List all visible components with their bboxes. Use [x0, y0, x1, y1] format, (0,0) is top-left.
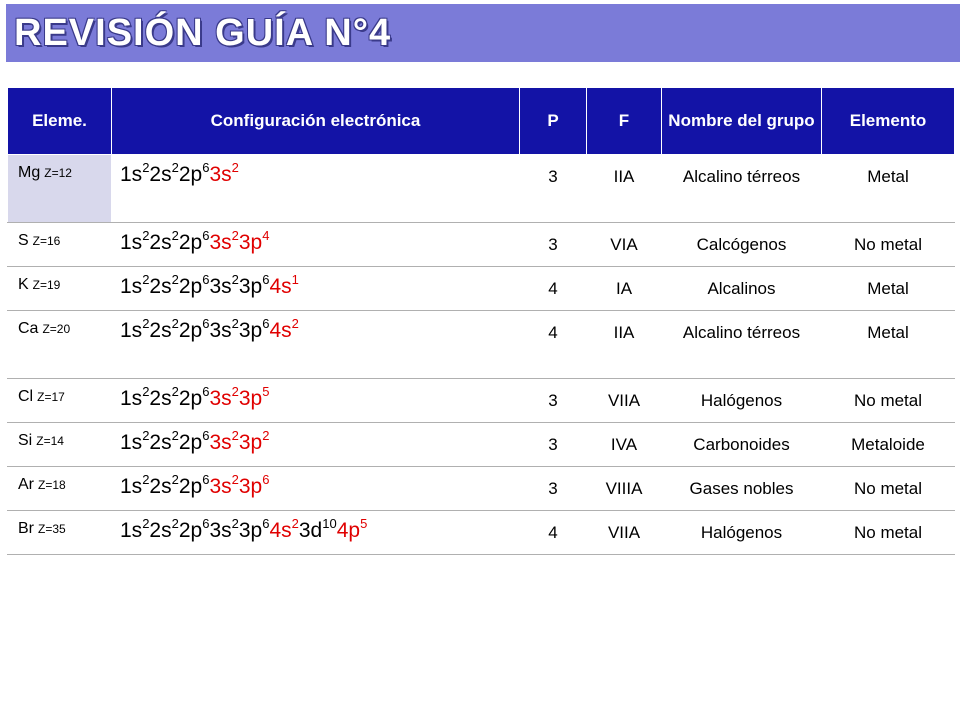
- orbital-label: 2s: [149, 163, 172, 186]
- electron-config-cell: [112, 379, 520, 423]
- orbital-label: 3s: [209, 275, 232, 298]
- orbital-label: 2p: [178, 163, 203, 186]
- orbital-term: [120, 272, 150, 298]
- orbital-electrons: 4: [262, 228, 270, 243]
- orbital-label: 1s: [120, 519, 143, 542]
- orbital-term: [178, 272, 210, 298]
- atomic-number: Z=20: [42, 322, 71, 336]
- electron-config-cell: [112, 267, 520, 311]
- orbital-electrons: 2: [142, 316, 150, 331]
- orbital-electrons: 2: [171, 160, 179, 175]
- family-cell: IIA: [587, 311, 662, 379]
- orbital-label: 3p: [238, 519, 263, 542]
- table-row: [8, 311, 955, 379]
- orbital-term: [149, 472, 179, 498]
- orbital-electrons: 2: [171, 516, 179, 531]
- orbital-electrons: 2: [142, 272, 150, 287]
- orbital-term: [209, 316, 239, 342]
- orbital-label: 4s: [269, 519, 292, 542]
- orbital-electrons: 6: [262, 316, 270, 331]
- orbital-term: [178, 316, 210, 342]
- group-name-cell: Alcalino térreos: [662, 155, 822, 223]
- element-kind-cell: No metal: [822, 379, 955, 423]
- period-cell: 3: [520, 223, 587, 267]
- atomic-number: Z=12: [44, 166, 72, 180]
- orbital-label: 3p: [238, 475, 263, 498]
- header-family: F: [587, 88, 662, 155]
- orbital-term: [120, 316, 150, 342]
- atomic-number: Z=16: [32, 234, 61, 248]
- element-symbol: Mg: [18, 164, 41, 181]
- element-symbol-cell: [8, 223, 112, 267]
- group-name-cell: Carbonoides: [662, 423, 822, 467]
- orbital-electrons: 2: [142, 384, 150, 399]
- electron-config-cell: [112, 155, 520, 223]
- orbital-label: 2p: [178, 431, 203, 454]
- orbital-electrons: 6: [202, 316, 210, 331]
- orbital-electrons: 2: [171, 228, 179, 243]
- orbital-label: 2p: [178, 387, 203, 410]
- orbital-label: 2s: [149, 431, 172, 454]
- family-cell: IA: [587, 267, 662, 311]
- orbital-term: [209, 272, 239, 298]
- orbital-label: 2p: [178, 275, 203, 298]
- atomic-number: Z=19: [32, 278, 61, 292]
- table-row: [8, 155, 955, 223]
- group-name-cell: Calcógenos: [662, 223, 822, 267]
- period-cell: 3: [520, 155, 587, 223]
- orbital-electrons: 6: [262, 272, 270, 287]
- orbital-electrons: 2: [231, 472, 239, 487]
- orbital-label: 3p: [238, 431, 263, 454]
- atomic-number: Z=17: [37, 390, 65, 404]
- orbital-term: [269, 272, 299, 298]
- orbital-electrons: 2: [231, 516, 239, 531]
- header-element-kind: Elemento: [822, 88, 955, 155]
- element-kind-cell: No metal: [822, 467, 955, 511]
- orbital-electrons: 2: [231, 228, 239, 243]
- family-cell: VIIA: [587, 511, 662, 555]
- orbital-term: [209, 160, 239, 186]
- orbital-term: [209, 516, 239, 542]
- period-cell: 3: [520, 379, 587, 423]
- orbital-label: 3s: [209, 163, 232, 186]
- table-row: [8, 223, 955, 267]
- family-cell: VIA: [587, 223, 662, 267]
- orbital-electrons: 2: [231, 316, 239, 331]
- table-row: [8, 267, 955, 311]
- orbital-label: 3d: [298, 519, 323, 542]
- orbital-term: [238, 272, 270, 298]
- element-symbol: S: [18, 232, 29, 249]
- orbital-label: 1s: [120, 319, 143, 342]
- orbital-term: [120, 516, 150, 542]
- element-kind-cell: Metaloide: [822, 423, 955, 467]
- atomic-number: Z=18: [38, 478, 66, 492]
- element-symbol: Ca: [18, 320, 39, 337]
- orbital-term: [149, 272, 179, 298]
- orbital-electrons: 2: [171, 316, 179, 331]
- orbital-term: [238, 472, 270, 498]
- orbital-label: 2s: [149, 231, 172, 254]
- period-cell: 4: [520, 267, 587, 311]
- element-symbol-cell: [8, 423, 112, 467]
- header-config: Configuración electrónica: [112, 88, 520, 155]
- orbital-term: [269, 516, 299, 542]
- element-kind-cell: Metal: [822, 267, 955, 311]
- orbital-label: 3p: [238, 231, 263, 254]
- element-symbol-cell: [8, 511, 112, 555]
- orbital-term: [238, 316, 270, 342]
- orbital-electrons: 5: [262, 384, 270, 399]
- orbital-label: 2s: [149, 519, 172, 542]
- orbital-label: 4s: [269, 319, 292, 342]
- orbital-term: [238, 228, 270, 254]
- electron-config-cell: [112, 311, 520, 379]
- orbital-term: [336, 516, 368, 542]
- orbital-label: 1s: [120, 231, 143, 254]
- family-cell: IIA: [587, 155, 662, 223]
- atomic-number: Z=14: [36, 434, 64, 448]
- orbital-label: 2s: [149, 319, 172, 342]
- header-element: Eleme.: [8, 88, 112, 155]
- orbital-electrons: 2: [231, 384, 239, 399]
- element-symbol: Br: [18, 520, 34, 537]
- orbital-electrons: 2: [171, 428, 179, 443]
- orbital-electrons: 6: [202, 160, 210, 175]
- orbital-label: 3s: [209, 387, 232, 410]
- table-header-row: [8, 88, 955, 155]
- orbital-term: [178, 516, 210, 542]
- orbital-electrons: 2: [142, 428, 150, 443]
- orbital-label: 3p: [238, 319, 263, 342]
- orbital-electrons: 6: [202, 516, 210, 531]
- orbital-label: 3p: [238, 275, 263, 298]
- orbital-term: [178, 428, 210, 454]
- orbital-electrons: 2: [231, 272, 239, 287]
- element-symbol: Ar: [18, 476, 34, 493]
- orbital-electrons: 1: [291, 272, 299, 287]
- table-row: [8, 467, 955, 511]
- orbital-electrons: 2: [262, 428, 270, 443]
- orbital-label: 3s: [209, 519, 232, 542]
- electron-config-cell: [112, 423, 520, 467]
- orbital-electrons: 10: [322, 516, 337, 531]
- element-symbol: Cl: [18, 388, 34, 405]
- orbital-label: 2p: [178, 475, 203, 498]
- orbital-electrons: 2: [291, 316, 299, 331]
- orbital-term: [120, 472, 150, 498]
- orbital-term: [209, 384, 239, 410]
- orbital-term: [209, 472, 239, 498]
- element-symbol: Si: [18, 432, 33, 449]
- element-kind-cell: No metal: [822, 223, 955, 267]
- orbital-label: 1s: [120, 275, 143, 298]
- orbital-electrons: 6: [202, 384, 210, 399]
- element-symbol-cell: [8, 267, 112, 311]
- page-title: REVISIÓN GUÍA N°4: [14, 12, 392, 54]
- orbital-label: 3s: [209, 319, 232, 342]
- table-row: [8, 379, 955, 423]
- period-cell: 4: [520, 311, 587, 379]
- element-symbol-cell: [8, 379, 112, 423]
- orbital-term: [120, 160, 150, 186]
- element-symbol-cell: [8, 467, 112, 511]
- orbital-electrons: 2: [142, 472, 150, 487]
- orbital-label: 2p: [178, 231, 203, 254]
- orbital-term: [298, 516, 337, 542]
- orbital-term: [209, 228, 239, 254]
- header-period: P: [520, 88, 587, 155]
- title-bar: [6, 4, 960, 62]
- orbital-term: [178, 160, 210, 186]
- period-cell: 3: [520, 423, 587, 467]
- orbital-electrons: 6: [202, 228, 210, 243]
- group-name-cell: Alcalino térreos: [662, 311, 822, 379]
- electron-config-cell: [112, 223, 520, 267]
- orbital-label: 3s: [209, 475, 232, 498]
- orbital-label: 2s: [149, 275, 172, 298]
- orbital-electrons: 6: [202, 428, 210, 443]
- orbital-term: [149, 428, 179, 454]
- orbital-label: 4p: [336, 519, 361, 542]
- orbital-label: 1s: [120, 387, 143, 410]
- orbital-electrons: 6: [262, 472, 270, 487]
- table-row: [8, 511, 955, 555]
- orbital-term: [149, 384, 179, 410]
- orbital-term: [238, 384, 270, 410]
- atomic-number: Z=35: [38, 522, 66, 536]
- orbital-label: 2p: [178, 519, 203, 542]
- electron-config-cell: [112, 511, 520, 555]
- orbital-label: 4s: [269, 275, 292, 298]
- period-cell: 3: [520, 467, 587, 511]
- orbital-electrons: 2: [291, 516, 299, 531]
- element-symbol-cell: [8, 311, 112, 379]
- orbital-label: 3s: [209, 231, 232, 254]
- orbital-label: 2s: [149, 475, 172, 498]
- orbital-electrons: 2: [142, 228, 150, 243]
- orbital-label: 1s: [120, 163, 143, 186]
- orbital-electrons: 2: [171, 272, 179, 287]
- group-name-cell: Halógenos: [662, 379, 822, 423]
- orbital-electrons: 2: [171, 384, 179, 399]
- electron-config-cell: [112, 467, 520, 511]
- orbital-label: 1s: [120, 475, 143, 498]
- family-cell: VIIIA: [587, 467, 662, 511]
- element-symbol: K: [18, 276, 29, 293]
- orbital-term: [269, 316, 299, 342]
- orbital-electrons: 2: [142, 160, 150, 175]
- orbital-term: [149, 228, 179, 254]
- orbital-term: [149, 516, 179, 542]
- orbital-label: 3s: [209, 431, 232, 454]
- family-cell: VIIA: [587, 379, 662, 423]
- group-name-cell: Gases nobles: [662, 467, 822, 511]
- orbital-term: [120, 228, 150, 254]
- header-group-name: Nombre del grupo: [662, 88, 822, 155]
- orbital-label: 3p: [238, 387, 263, 410]
- orbital-electrons: 2: [231, 428, 239, 443]
- orbital-term: [238, 428, 270, 454]
- orbital-label: 1s: [120, 431, 143, 454]
- element-symbol-cell: [8, 155, 112, 223]
- element-kind-cell: Metal: [822, 311, 955, 379]
- orbital-electrons: 2: [142, 516, 150, 531]
- table-body: [8, 155, 955, 555]
- orbital-electrons: 5: [360, 516, 368, 531]
- orbital-electrons: 6: [202, 272, 210, 287]
- orbital-label: 2s: [149, 387, 172, 410]
- period-cell: 4: [520, 511, 587, 555]
- orbital-term: [149, 160, 179, 186]
- group-name-cell: Halógenos: [662, 511, 822, 555]
- orbital-term: [178, 472, 210, 498]
- group-name-cell: Alcalinos: [662, 267, 822, 311]
- orbital-label: 2p: [178, 319, 203, 342]
- orbital-term: [238, 516, 270, 542]
- element-kind-cell: No metal: [822, 511, 955, 555]
- orbital-term: [178, 228, 210, 254]
- orbital-term: [120, 428, 150, 454]
- table-row: [8, 423, 955, 467]
- orbital-electrons: 6: [202, 472, 210, 487]
- family-cell: IVA: [587, 423, 662, 467]
- orbital-term: [178, 384, 210, 410]
- orbital-electrons: 6: [262, 516, 270, 531]
- element-kind-cell: Metal: [822, 155, 955, 223]
- orbital-term: [149, 316, 179, 342]
- orbital-electrons: 2: [231, 160, 239, 175]
- orbital-term: [120, 384, 150, 410]
- electron-config-table: [7, 87, 955, 555]
- orbital-term: [209, 428, 239, 454]
- orbital-electrons: 2: [171, 472, 179, 487]
